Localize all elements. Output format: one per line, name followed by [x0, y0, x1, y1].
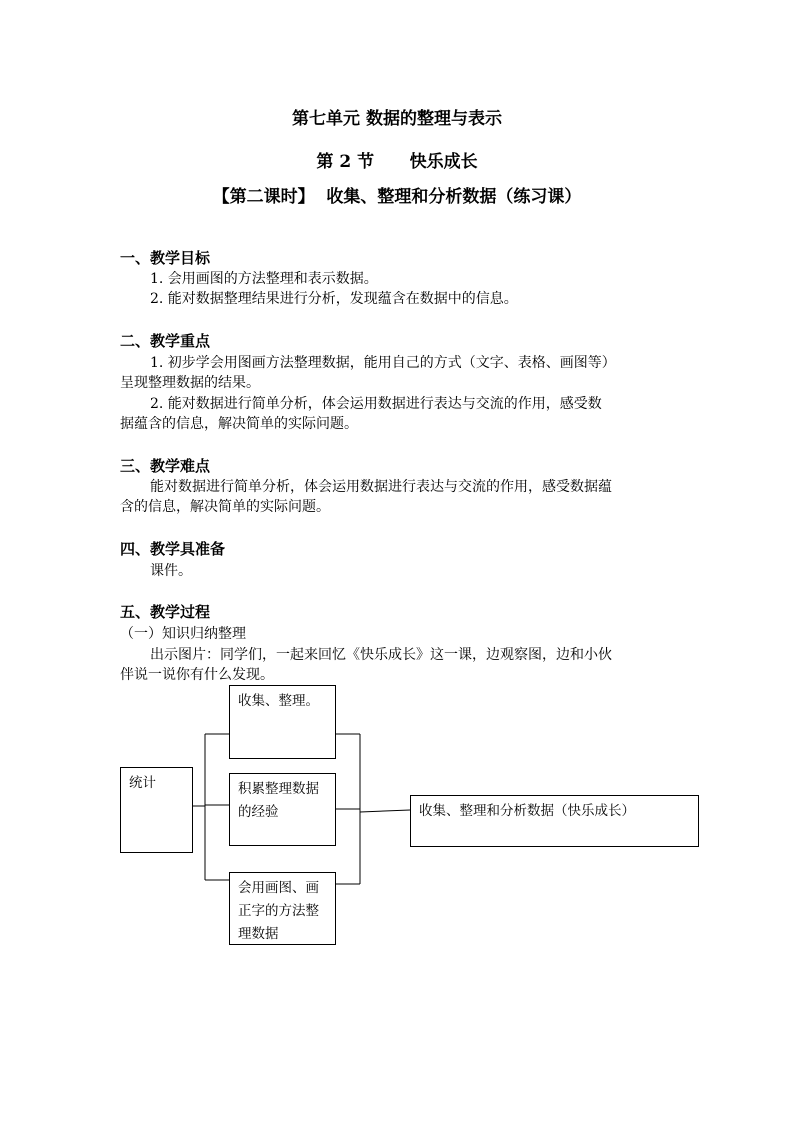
- key-points-heading: 二、教学重点: [120, 332, 211, 350]
- difficulties-line-1: 能对数据进行简单分析，体会运用数据进行表达与交流的作用，感受数据蕴: [150, 479, 612, 495]
- diagram-box-experience: 积累整理数据的经验: [229, 773, 336, 846]
- key-point-2-line-1: 2. 能对数据进行简单分析，体会运用数据进行表达与交流的作用，感受数: [150, 396, 602, 412]
- process-subheading: （一）知识归纳整理: [120, 626, 246, 642]
- section-title: 第 2 节 快乐成长: [316, 152, 478, 172]
- diagram-box-drawing-method: 会用画图、画正字的方法整理数据: [229, 872, 336, 945]
- difficulties-heading: 三、教学难点: [120, 457, 211, 475]
- lesson-title: 【第二课时】 收集、整理和分析数据（练习课）: [212, 187, 582, 207]
- key-point-1-line-2: 呈现整理数据的结果。: [120, 375, 260, 391]
- materials-heading: 四、教学具准备: [120, 540, 226, 558]
- unit-title: 第七单元 数据的整理与表示: [292, 109, 502, 129]
- key-point-1-line-1: 1. 初步学会用图画方法整理数据，能用自己的方式（文字、表格、画图等）: [150, 355, 616, 371]
- diagram-box-statistics: 统计: [120, 767, 193, 853]
- key-point-2-line-2: 据蕴含的信息，解决简单的实际问题。: [120, 416, 358, 432]
- objective-item-1: 1. 会用画图的方法整理和表示数据。: [150, 271, 378, 287]
- objectives-heading: 一、教学目标: [120, 249, 211, 267]
- difficulties-line-2: 含的信息，解决简单的实际问题。: [120, 499, 330, 515]
- process-heading: 五、教学过程: [120, 603, 211, 621]
- process-line-2: 伴说一说你有什么发现。: [120, 667, 274, 683]
- materials-text: 课件。: [150, 563, 192, 579]
- diagram-box-collect-organize: 收集、整理。: [229, 685, 336, 759]
- process-line-1: 出示图片：同学们，一起来回忆《快乐成长》这一课，边观察图，边和小伙: [150, 647, 612, 663]
- diagram-box-happy-growth: 收集、整理和分析数据（快乐成长）: [410, 795, 699, 847]
- objective-item-2: 2. 能对数据整理结果进行分析，发现蕴含在数据中的信息。: [150, 291, 518, 307]
